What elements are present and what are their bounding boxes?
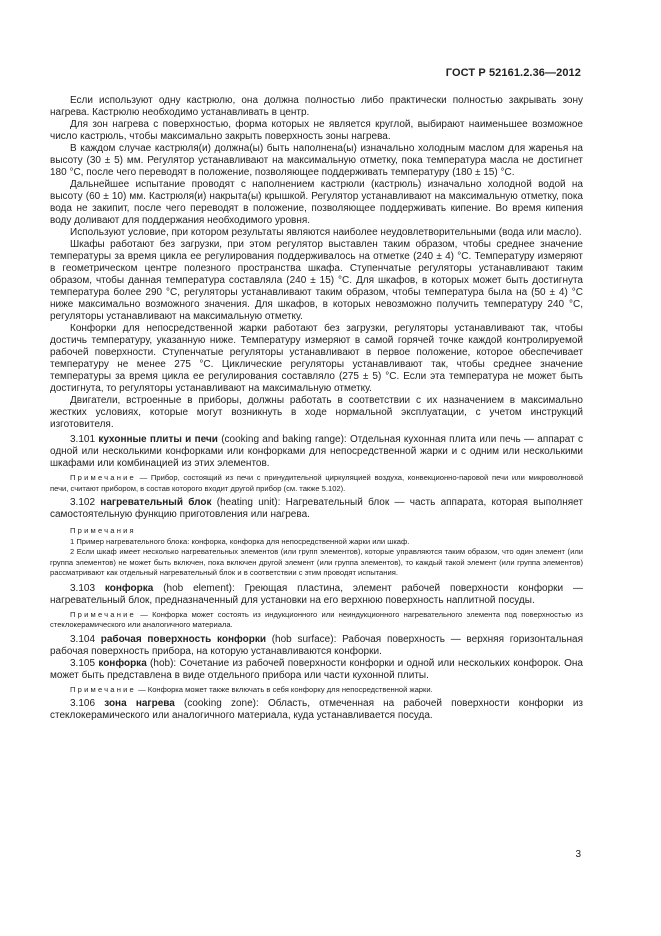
notes-3-102 [50,526,583,579]
definition-number: 3.101 [70,434,96,445]
note-3-105 [50,685,583,696]
definition-term: нагревательный блок [100,497,212,508]
document-number: ГОСТ Р 52161.2.36—2012 [445,67,581,79]
paragraph: Двигатели, встроенные в приборы, должны работать в соответствии с их назначением в максимально жестких условиях, которые могут возникнуть в ходе нормальной эксплуатации, с учетом инструкций изготовителя. [50,395,583,430]
note-3-101 [50,473,583,494]
paragraph: Дальнейшее испытание проводят с наполнением кастрюли (кастрюль) изначально холодной водой на высоту (60 ± 10) мм. Кастрюля(и) накрыта(ы) крышкой. Регулятор устанавливают на максимальную отметку, пока вода не закипит, после чего переводят в положение, позволяющее поддерживать кипение. Во время кипения воду доливают для поддержания необходимого уровня. [50,179,583,226]
note-text: — Прибор, состоящий из печи с принудительной циркуляцией воздуха, конвекционно-паровой печи или микроволновой печи, считают прибором, в состав которого входит другой прибор (см. также 5.102). [50,473,583,493]
definition-text: (hob surface): Рабочая поверхность — верхняя горизонтальная рабочая поверхность прибора, на которую устанавливаются конфорки. [50,633,583,657]
definition-number: 3.104 [70,633,96,645]
notes-label: Примечания [70,526,136,535]
definition-term: кухонные плиты и печи [98,434,218,445]
definition-3-103 [50,583,583,607]
paragraph: Используют условие, при котором результаты являются наиболее неудовлетворительными (вода или масло). [70,227,582,238]
definition-text: (cooking zone): Область, отмеченная на рабочей поверхности конфорки из стеклокерамического или аналогичного материала, куда устанавливается посуда. [50,698,583,721]
definition-3-106 [50,698,583,722]
note-label: Примечание [70,609,136,619]
definition-term: конфорка [98,657,147,669]
page-number: 3 [575,849,581,860]
definition-text: (cooking and baking range): Отдельная кухонная плита или печь — аппарат с одной или несколькими конфорками или конфорками для непосредственной жарки и с одним или несколькими шкафами или комбинацией из этих элементов. [50,434,583,469]
note-item: 2 Если шкаф имеет несколько нагревательных элементов (или групп элементов), которые управляются таким образом, что один элемент (или группа элементов) не может быть включен, пока включен другой элемент (или группа элементов), то каждый такой элемент (или группа элементов) рассматривают как отдельный нагревательный блок и в соответствии с этим проводят испытания. [50,547,583,577]
paragraph: В каждом случае кастрюля(и) должна(ы) быть наполнена(ы) изначально холодным маслом для жаренья на высоту (30 ± 5) мм. Регулятор устанавливают на максимальную отметку, пока температура масла не достигнет 180 °С, после чего переводят в положение, позволяющее поддерживать температуру (180 ± 15) °С. [50,143,583,178]
note-label: Примечание [70,684,136,694]
definition-number: 3.105 [70,657,96,669]
definition-term: конфорка [104,582,154,594]
paragraph: Для зон нагрева с поверхностью, форма которых не является круглой, выбирают наименьшее возможное число кастрюль, чтобы максимально закрыть поверхность зоны нагрева. [50,119,583,142]
definition-text: (heating unit): Нагревательный блок — часть аппарата, которая выполняет самостоятельную функцию приготовления или нагрева. [50,497,583,520]
note-item: 1 Пример нагревательного блока: конфорка, конфорка для непосредственной жарки или шкаф. [70,536,410,546]
paragraph: Конфорки для непосредственной жарки работают без загрузки, регуляторы устанавливают так, чтобы достичь температуру, указанную ниже. Температуру измеряют в самой горячей точке каждой контролируемой рабочей поверхности. Ступенчатые регуляторы устанавливают в первое положение, которое обеспечивает температуру не менее 275 °С. Циклические регуляторы устанавливают так, чтобы среднее значение температуры за время цикла ее регулирования составляло (275 ± 5) °С. Если эта температура не может быть достигнута, то регуляторы устанавливают на максимальную отметку. [50,323,583,394]
definition-number: 3.106 [70,698,96,709]
definition-text: (hob element): Греющая пластина, элемент рабочей поверхности конфорки — нагревательный блок, предназначенный для установки на его верхнюю поверхность наплитной посуды. [50,582,584,606]
definition-text: (hob): Сочетание из рабочей поверхности конфорки и одной или нескольких конфорок. Она может быть представлена в виде отдельного прибора или части кухонной плиты. [50,657,583,681]
definition-3-105 [50,658,583,682]
note-3-103 [50,610,583,631]
definition-3-101 [50,434,583,470]
definition-3-104 [50,634,583,658]
document-body [50,95,583,722]
note-label: Примечание [70,473,136,482]
definition-3-102 [50,497,583,521]
paragraph: Шкафы работают без загрузки, при этом регулятор выставлен таким образом, чтобы среднее значение температуры за время цикла ее регулирования поддерживалось на отметке (240 ± 4) °С. Температуру измеряют в геометрическом центре полезного пространства шкафа. Ступенчатые регуляторы устанавливают таким образом, чтобы данная температура составляла (240 ± 15) °С. Для шкафов, в которых может быть достигнута температура более 290 °С, регуляторы устанавливают таким образом, чтобы температура была на (50 ± 4) °С ниже максимально возможного значения. Для шкафов, в которых невозможно получить температуру 240 °С, регуляторы устанавливают на максимальную отметку. [50,239,583,322]
note-text: — Конфорка может состоять из индукционного или неиндукционного нагревательного элемента под поверхностью из стеклокерамического или аналогичного материала. [50,609,583,629]
note-text: — Конфорка может также включать в себя конфорку для непосредственной жарки. [135,684,433,694]
definition-number: 3.103 [70,582,96,594]
definition-number: 3.102 [70,497,96,508]
definition-term: зона нагрева [104,698,175,709]
paragraph: Если используют одну кастрюлю, она должна полностью либо практически полностью закрывать зону нагрева. Кастрюлю необходимо устанавливать в центр. [50,95,583,118]
definition-term: рабочая поверхность конфорки [100,633,266,645]
